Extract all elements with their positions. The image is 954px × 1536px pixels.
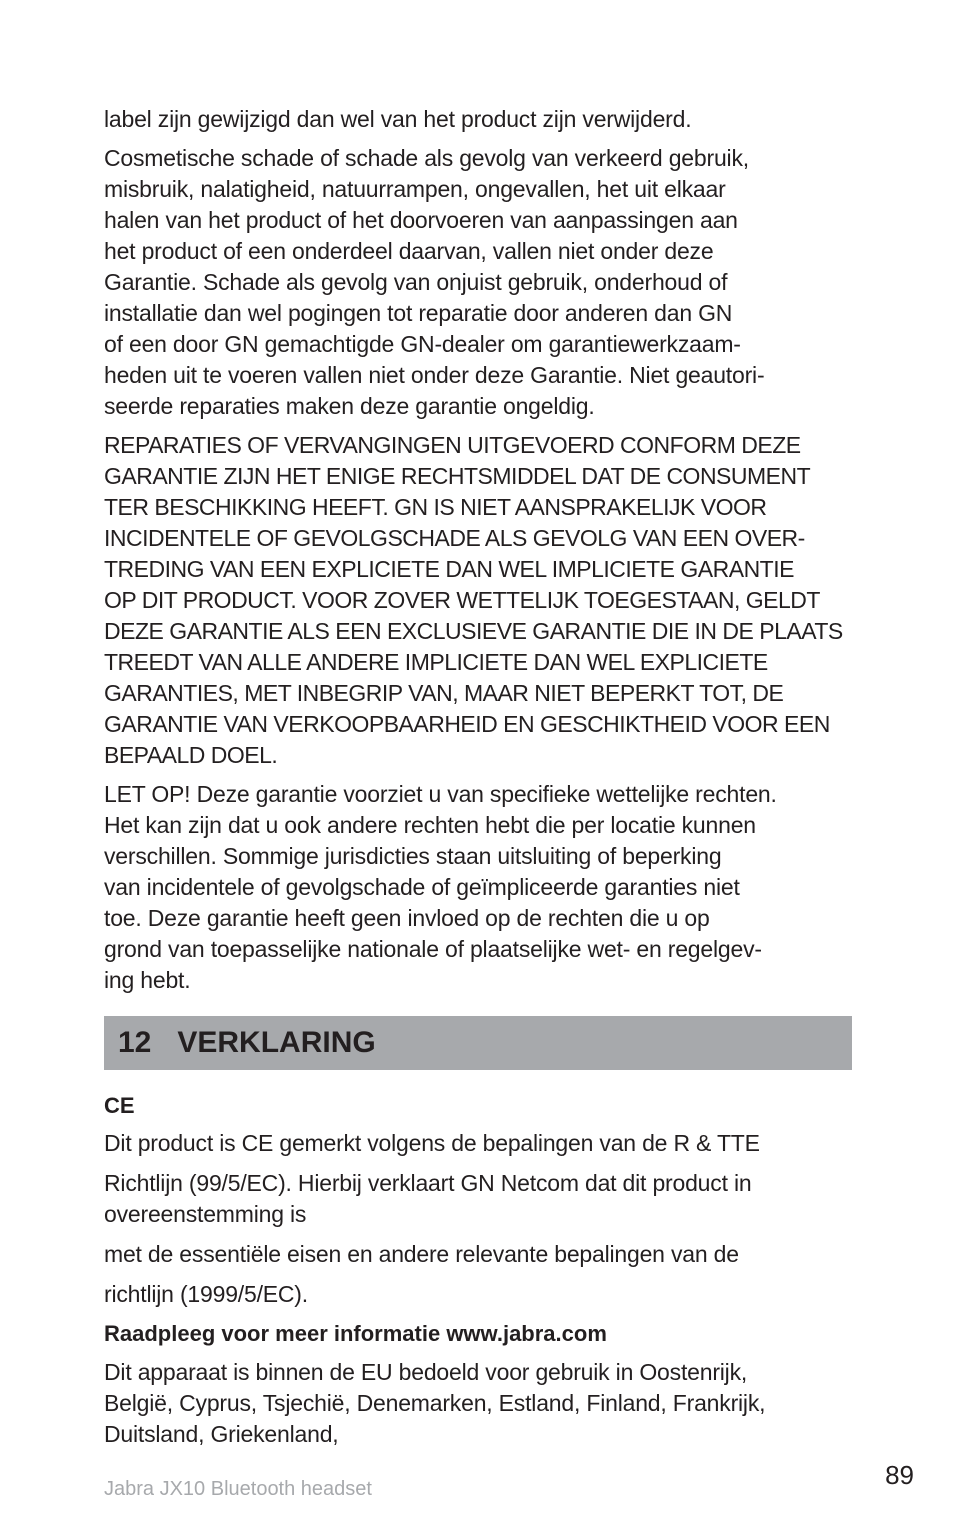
- section-title: VERKLARING: [177, 1026, 376, 1059]
- text-line: TREDING VAN EEN EXPLICIETE DAN WEL IMPLICIETE GARANTIE: [104, 556, 794, 582]
- warranty-paragraph-2: [104, 143, 852, 422]
- text-line: INCIDENTELE OF GEVOLGSCHADE ALS GEVOLG VAN EEN OVER-: [104, 525, 805, 551]
- text-line: LET OP! Deze garantie voorziet u van specifieke wettelijke rechten.: [104, 781, 777, 807]
- text-line: Het kan zijn dat u ook andere rechten hebt die per locatie kunnen: [104, 812, 756, 838]
- text-line: grond van toepasselijke nationale of plaatselijke wet- en regelgev-: [104, 936, 762, 962]
- text-line: Richtlijn (99/5/EC). Hierbij verklaart GN Netcom dat dit product in: [104, 1170, 752, 1196]
- text-line: DEZE GARANTIE ALS EEN EXCLUSIEVE GARANTIE DIE IN DE PLAATS: [104, 618, 843, 644]
- text-line: misbruik, nalatigheid, natuurrampen, ongevallen, het uit elkaar: [104, 176, 726, 202]
- page-number: 89: [885, 1460, 914, 1490]
- text-line: verschillen. Sommige jurisdicties staan uitsluiting of beperking: [104, 843, 722, 869]
- warranty-paragraph-1: [104, 104, 852, 135]
- footer-product-name: Jabra JX10 Bluetooth headset: [104, 1478, 372, 1500]
- text-line: OP DIT PRODUCT. VOOR ZOVER WETTELIJK TOEGESTAAN, GELDT: [104, 587, 820, 613]
- text-line: GARANTIES, MET INBEGRIP VAN, MAAR NIET BEPERKT TOT, DE: [104, 680, 784, 706]
- section-number: 12: [118, 1026, 152, 1059]
- text-line: installatie dan wel pogingen tot reparatie door anderen dan GN: [104, 300, 733, 326]
- text-line: TER BESCHIKKING HEEFT. GN IS NIET AANSPRAKELIJK VOOR: [104, 494, 767, 520]
- text-line: ing hebt.: [104, 967, 191, 993]
- text-line: of een door GN gemachtigde GN-dealer om garantiewerkzaam-: [104, 331, 741, 357]
- text-line: richtlijn (1999/5/EC).: [104, 1281, 308, 1307]
- text-line: BEPAALD DOEL.: [104, 742, 278, 768]
- text-line: Dit apparaat is binnen de EU bedoeld voor gebruik in Oostenrijk,: [104, 1359, 748, 1385]
- ce-text-block: [104, 1128, 852, 1159]
- text-line: toe. Deze garantie heeft geen invloed op de rechten die u op: [104, 905, 710, 931]
- ce-text-block: [104, 1239, 852, 1270]
- text-line: overeenstemming is: [104, 1201, 307, 1227]
- warranty-paragraph-4: [104, 779, 852, 996]
- warranty-disclaimer-paragraph: [104, 430, 852, 771]
- text-line: GARANTIE ZIJN HET ENIGE RECHTSMIDDEL DAT DE CONSUMENT: [104, 463, 811, 489]
- text-line: REPARATIES OF VERVANGINGEN UITGEVOERD CONFORM DEZE: [104, 432, 801, 458]
- ce-text-block: [104, 1168, 852, 1230]
- text-line: Garantie. Schade als gevolg van onjuist gebruik, onderhoud of: [104, 269, 728, 295]
- section-header: [104, 1016, 852, 1070]
- text-line: TREEDT VAN ALLE ANDERE IMPLICIETE DAN WEL EXPLICIETE: [104, 649, 768, 675]
- text-line: het product of een onderdeel daarvan, vallen niet onder deze: [104, 238, 714, 264]
- text-line: met de essentiële eisen en andere relevante bepalingen van de: [104, 1241, 739, 1267]
- ce-heading: CE: [104, 1093, 135, 1118]
- document-page: [104, 104, 852, 1459]
- text-line: Cosmetische schade of schade als gevolg van verkeerd gebruik,: [104, 145, 749, 171]
- text-line: label zijn gewijzigd dan wel van het product zijn verwijderd.: [104, 106, 692, 132]
- eu-usage-text: [104, 1357, 852, 1450]
- ce-text-block: [104, 1279, 852, 1310]
- text-line: heden uit te voeren vallen niet onder deze Garantie. Niet geautori-: [104, 362, 765, 388]
- text-line: Dit product is CE gemerkt volgens de bepalingen van de R & TTE: [104, 1130, 760, 1156]
- text-line: van incidentele of gevolgschade of geïmpliceerde garanties niet: [104, 874, 740, 900]
- more-info-link-text: Raadpleeg voor meer informatie www.jabra.com: [104, 1321, 607, 1346]
- text-line: seerde reparaties maken deze garantie ongeldig.: [104, 393, 595, 419]
- text-line: Duitsland, Griekenland,: [104, 1421, 339, 1447]
- text-line: GARANTIE VAN VERKOOPBAARHEID EN GESCHIKTHEID VOOR EEN: [104, 711, 830, 737]
- text-line: België, Cyprus, Tsjechië, Denemarken, Estland, Finland, Frankrijk,: [104, 1390, 766, 1416]
- text-line: halen van het product of het doorvoeren van aanpassingen aan: [104, 207, 738, 233]
